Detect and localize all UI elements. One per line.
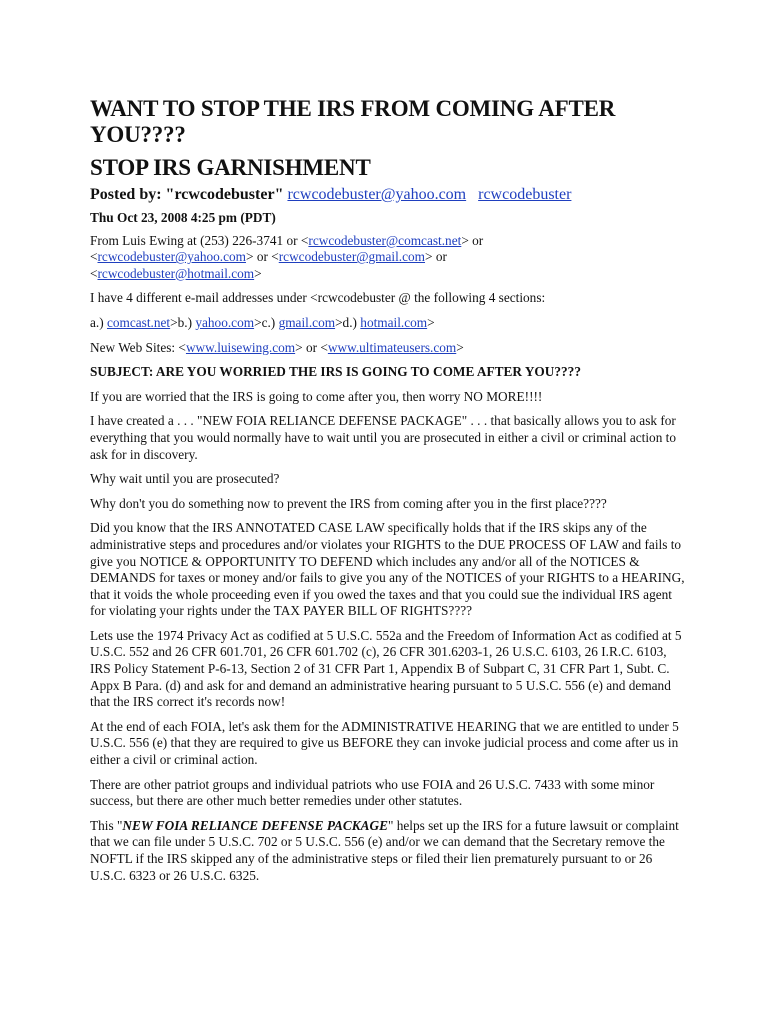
body-paragraph-2: I have created a . . . "NEW FOIA RELIANCE DEFENSE PACKAGE" . . . that basically allows you to ask for everything that you would normally have to wait until you are prosecuted in either a civil or criminal action to ask for in discovery.	[90, 413, 677, 462]
section-end: >	[427, 314, 435, 330]
section-d-prefix: >d.)	[335, 314, 361, 330]
author-email-link[interactable]: rcwcodebuster@yahoo.com	[287, 186, 467, 203]
page-title: WANT TO STOP THE IRS FROM COMING AFTER YOU????	[90, 96, 616, 147]
ultimateusers-site-link[interactable]: www.ultimateusers.com	[327, 339, 457, 355]
sections-list	[90, 315, 690, 332]
separator-text: > or	[425, 249, 447, 265]
body-paragraph-1: If you are worried that the IRS is going to come after you, then worry NO MORE!!!!	[90, 388, 543, 404]
gmail-link[interactable]: gmail.com	[278, 314, 336, 330]
hotmail-link[interactable]: hotmail.com	[360, 314, 428, 330]
contact-from-text: From Luis Ewing at (253) 226-3741 or <	[90, 232, 309, 248]
body-paragraph-4: Why don't you do something now to prevent the IRS from coming after you in the first place????	[90, 495, 607, 511]
p9-prefix: This "	[90, 817, 123, 833]
body-paragraph-6: Lets use the 1974 Privacy Act as codified at 5 U.S.C. 552a and the Freedom of Information Act as codified at 5 U.S.C. 552 and 26 CFR 601.701, 26 CFR 601.702 (c), 26 CFR 301.6203-1, 26 U.S.C. 6103, 26 I.R.C. 6103, IRS Policy Statement P-6-13, Section 2 of 31 CFR Part 1, Appendix B of Subpart C, 31 CFR Part 1, Subt. C. Appx B Para. (d) and ask for and demand an administrative hearing pursuant to 5 U.S.C. 556 (e) and demand that the IRS correct it's records now!	[90, 627, 682, 710]
package-name-emphasis: NEW FOIA RELIANCE DEFENSE PACKAGE	[122, 817, 388, 833]
document-page	[90, 96, 690, 892]
author-name-link[interactable]: rcwcodebuster	[478, 186, 572, 203]
web-sites-line	[90, 340, 690, 357]
posted-by-label: Posted by: "rcwcodebuster"	[90, 186, 284, 203]
separator-text: <	[90, 265, 98, 281]
sections-intro: I have 4 different e-mail addresses under <rcwcodebuster @ the following 4 sections:	[90, 290, 546, 306]
body-paragraph-5: Did you know that the IRS ANNOTATED CASE LAW specifically holds that if the IRS skips any of the administrative steps and procedures and/or violates your RIGHTS to the DUE PROCESS OF LAW and fails to give you NOTICE & OPPORTUNITY TO DEFEND which includes any and/or all of the NOTICES & DEMANDS for taxes or money and/or fails to give you any of the NOTICES of your RIGHTS to a HEARING, that it voids the whole proceeding even if you owed the taxes and that you could sue the individual IRS agent for violating your rights under the TAX PAYER BILL OF RIGHTS????	[90, 520, 685, 619]
contact-paragraph	[90, 233, 690, 283]
section-b-prefix: >b.)	[170, 314, 196, 330]
separator-text: > or <	[246, 249, 279, 265]
posted-by-line	[90, 185, 690, 205]
body-paragraph-7: At the end of each FOIA, let's ask them for the ADMINISTRATIVE HEARING that we are entitled to under 5 U.S.C. 556 (e) that they are required to give us BEFORE they can invoke judicial process and come after us in either a civil or criminal action.	[90, 718, 679, 768]
yahoo-link[interactable]: yahoo.com	[195, 314, 255, 330]
separator-text: >	[456, 339, 464, 355]
p9-body: " helps set up the IRS for a future lawsuit or complaint that we can file under 5 U.S.C. 702 or 5 U.S.C. 556 (e) and/or we can demand that the Secretary remove the NOFTL if the IRS skipped any of the administrative steps or filed their lien prematurely pursuant to or 26 U.S.C. 6323 or 26 U.S.C. 6325.	[90, 817, 679, 883]
separator-text: > or <	[295, 339, 328, 355]
body-paragraph-3: Why wait until you are prosecuted?	[90, 471, 280, 487]
section-c-prefix: >c.)	[254, 314, 279, 330]
comcast-email-link[interactable]: rcwcodebuster@comcast.net	[308, 232, 462, 248]
hotmail-email-link[interactable]: rcwcodebuster@hotmail.com	[97, 265, 255, 281]
page-subtitle: STOP IRS GARNISHMENT	[90, 155, 371, 180]
section-a-prefix: a.)	[90, 314, 107, 330]
subject-line: SUBJECT: ARE YOU WORRIED THE IRS IS GOING TO COME AFTER YOU????	[90, 364, 581, 380]
separator-text: > or	[461, 232, 484, 248]
body-paragraph-8: There are other patriot groups and individual patriots who use FOIA and 26 U.S.C. 7433 with some minor success, but there are other much better remedies under other statutes.	[90, 776, 655, 809]
post-date: Thu Oct 23, 2008 4:25 pm (PDT)	[90, 210, 276, 225]
comcast-link[interactable]: comcast.net	[106, 314, 171, 330]
body-paragraph-9	[90, 818, 690, 884]
web-sites-label: New Web Sites: <	[90, 339, 186, 355]
yahoo-email-link[interactable]: rcwcodebuster@yahoo.com	[97, 249, 246, 265]
separator-text: <	[90, 249, 98, 265]
gmail-email-link[interactable]: rcwcodebuster@gmail.com	[278, 249, 426, 265]
luisewing-site-link[interactable]: www.luisewing.com	[185, 339, 296, 355]
separator-text: >	[254, 265, 262, 281]
